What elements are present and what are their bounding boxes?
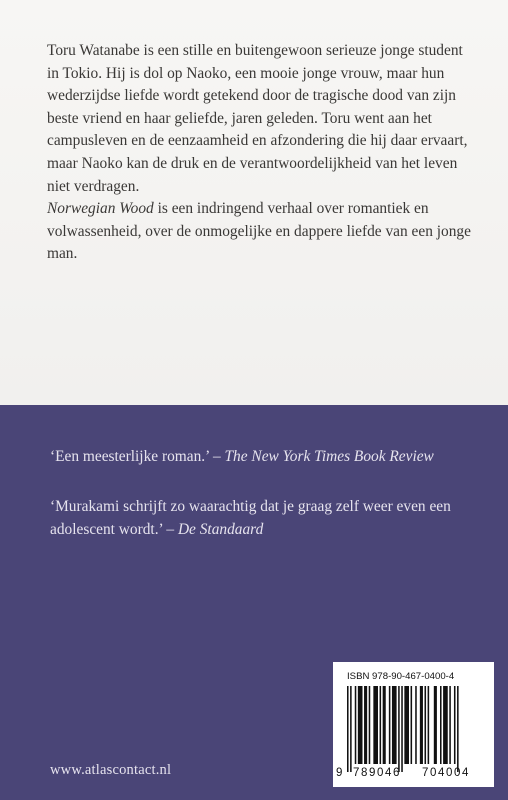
blurb-paragraph-1: Toru Watanabe is een stille en buitengewoon serieuze jonge student in Tokio. Hij is dol op Naoko, een mooie jonge vrouw, maar hun wederzijdse liefde wordt getekend door de tragische dood van zijn beste vriend en haar geliefde, jaren geleden. Toru went aan het campusleven en de eenzaamheid en afzondering die hij daar ervaart, maar Naoko kan de druk en de verantwoordelijkheid van het leven niet verdragen. — [47, 42, 468, 195]
review-quote-1 — [50, 446, 480, 469]
quote-text: ‘Murakami schrijft zo waarachtig dat je graag zelf weer even een adolescent wordt.’ – — [50, 498, 451, 538]
blurb-paragraph-2-text: is een indringend verhaal over romantiek en volwassenheid, over de onmogelijke en dappere liefde van een jonge man. — [47, 200, 471, 263]
barcode-digits-left: 789046 — [353, 767, 401, 779]
review-quote-2 — [50, 496, 480, 541]
quote-source: De Standaard — [177, 520, 264, 538]
quote-source: The New York Times Book Review — [224, 448, 434, 465]
book-title: Norwegian Wood — [47, 200, 154, 218]
quote-text: ‘Een meesterlijke roman.’ – — [50, 448, 225, 465]
barcode-digit-first: 9 — [336, 767, 343, 779]
barcode-bars — [345, 686, 483, 772]
barcode-box — [333, 662, 494, 787]
barcode-digits-right: 704004 — [422, 767, 470, 779]
publisher-website: www.atlascontact.nl — [50, 762, 172, 778]
isbn-label: ISBN 978-90-467-0400-4 — [347, 671, 455, 682]
blurb-paragraph-2 — [47, 198, 477, 266]
back-cover-blurb — [47, 40, 477, 266]
